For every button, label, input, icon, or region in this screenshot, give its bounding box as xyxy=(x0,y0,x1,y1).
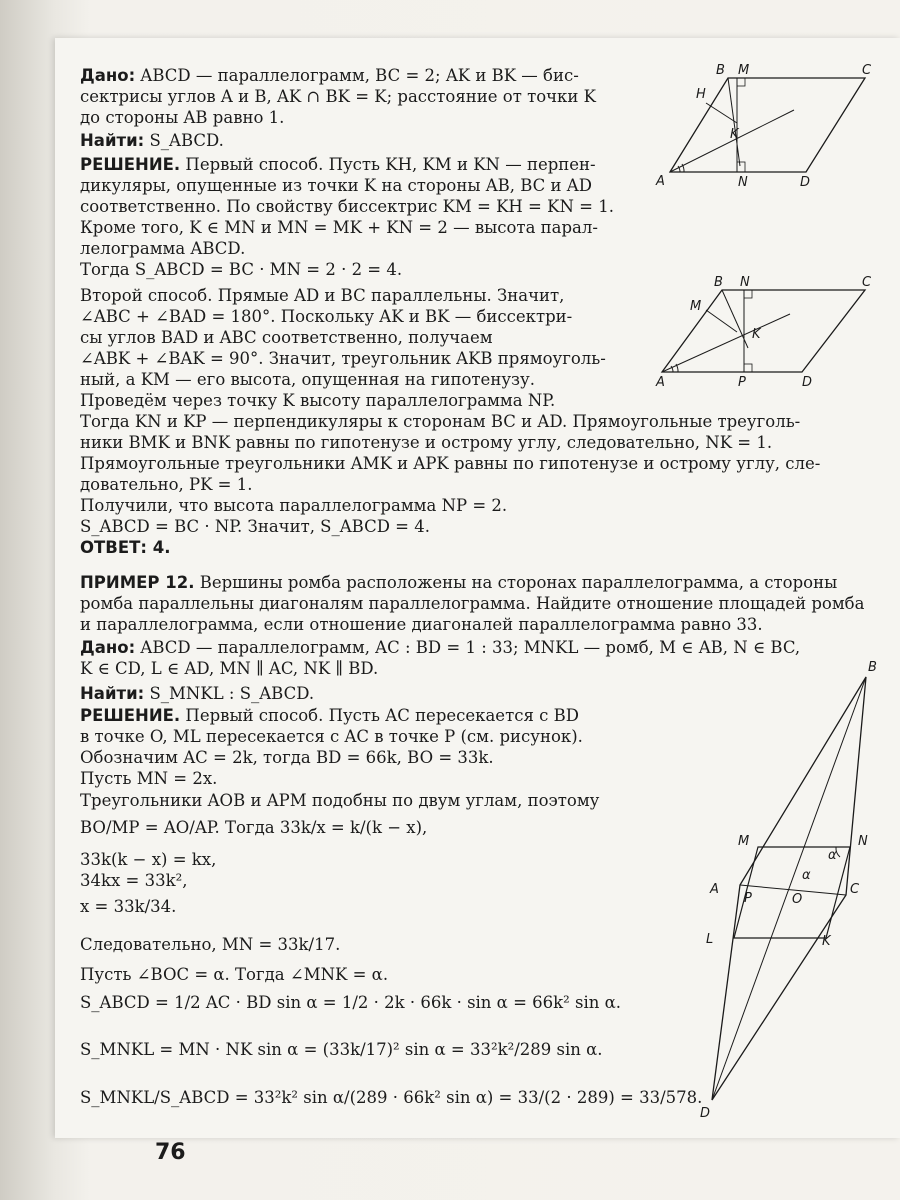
text-line: Прямоугольные треугольники AMK и APK равны по гипотенузе и острому углу, сле- xyxy=(80,454,821,473)
fig3-label-M: M xyxy=(738,834,750,849)
fig1-label-A: A xyxy=(656,174,665,188)
text-line: K ∈ CD, L ∈ AD, MN ∥ AC, NK ∥ BD. xyxy=(80,659,379,678)
text-line: ∠ABK + ∠BAK = 90°. Значит, треугольник AKB прямоуголь- xyxy=(80,349,606,368)
text-line: S_MNKL/S_ABCD = 33²k² sin α/(289 · 66k² sin α) = 33/(2 · 289) = 33/578. xyxy=(80,1088,703,1107)
text-line: Второй способ. Прямые AD и BC параллельны. Значит, xyxy=(80,286,565,305)
fig2-label-B: B xyxy=(714,275,723,290)
fig1-label-N: N xyxy=(738,175,748,188)
fig2-label-N: N xyxy=(740,275,750,290)
text-line: Дано: ABCD — параллелограмм, AC : BD = 1 : 33; MNKL — ромб, M ∈ AB, N ∈ BC, xyxy=(80,638,801,657)
text-line: ПРИМЕР 12. Вершины ромба расположены на сторонах параллелограмма, а стороны xyxy=(80,573,838,592)
fig2-label-K: K xyxy=(752,327,761,342)
text-line: ∠ABC + ∠BAD = 180°. Поскольку AK и BK — биссектри- xyxy=(80,307,573,326)
text-line: Найти: S_ABCD. xyxy=(80,131,224,150)
fig2-label-P: P xyxy=(738,375,746,390)
text-line: РЕШЕНИЕ. Первый способ. Пусть KH, KM и KN — перпен- xyxy=(80,155,596,174)
fig3-label-L: L xyxy=(706,932,714,947)
fig3-label-A: A xyxy=(710,882,719,897)
fig3-alpha-2: α xyxy=(802,868,811,883)
text-line: Обозначим AC = 2k, тогда BD = 66k, BO = 33k. xyxy=(80,748,494,767)
text-line: довательно, PK = 1. xyxy=(80,475,253,494)
figure-parallelogram-2 xyxy=(640,268,880,392)
text-line: ники BMK и BNK равны по гипотенузе и острому углу, следовательно, NK = 1. xyxy=(80,433,773,452)
text-line: x = 33k/34. xyxy=(80,897,177,916)
fig3-label-B: B xyxy=(868,660,877,675)
text-line: лелограмма ABCD. xyxy=(80,239,246,258)
text-line: Кроме того, K ∈ MN и MN = MK + KN = 2 — высота парал- xyxy=(80,218,598,237)
text-line: S_MNKL = MN · NK sin α = (33k/17)² sin α = 33²k²/289 sin α. xyxy=(80,1040,603,1059)
text-line: Тогда S_ABCD = BC · MN = 2 · 2 = 4. xyxy=(80,260,403,279)
page-number: 76 xyxy=(155,1140,186,1165)
text-line: Проведём через точку K высоту параллелограмма NP. xyxy=(80,391,556,410)
text-line: S_ABCD = 1/2 AC · BD sin α = 1/2 · 2k · 66k · sin α = 66k² sin α. xyxy=(80,993,621,1012)
fig2-label-C: C xyxy=(862,275,872,290)
text-line: дикуляры, опущенные из точки K на стороны AB, BC и AD xyxy=(80,176,592,195)
fig1-label-B: B xyxy=(716,63,725,78)
text-line: до стороны AB равно 1. xyxy=(80,108,285,127)
fig2-label-M: M xyxy=(690,299,702,314)
fig1-label-C: C xyxy=(862,63,872,78)
fig3-label-C: C xyxy=(850,882,860,897)
fig2-label-D: D xyxy=(802,375,813,390)
text-line: Дано: ABCD — параллелограмм, BC = 2; AK и BK — бис- xyxy=(80,66,579,85)
fig3-label-K: K xyxy=(822,934,831,949)
text-line: S_ABCD = BC · NP. Значит, S_ABCD = 4. xyxy=(80,517,430,536)
text-line: Пусть MN = 2x. xyxy=(80,769,218,788)
text-line: Треугольники AOB и APM подобны по двум углам, поэтому xyxy=(80,791,600,810)
fig1-label-K: K xyxy=(730,127,739,142)
fig2-label-A: A xyxy=(656,375,665,390)
text-line: сы углов BAD и ABC соответственно, получаем xyxy=(80,328,493,347)
text-line: сектрисы углов A и B, AK ∩ BK = K; расстояние от точки K xyxy=(80,87,596,106)
text-line: Пусть ∠BOC = α. Тогда ∠MNK = α. xyxy=(80,965,389,984)
text-line: РЕШЕНИЕ. Первый способ. Пусть AC пересекается с BD xyxy=(80,706,579,725)
fig1-label-D: D xyxy=(800,175,811,188)
text-line: в точке O, ML пересекается с AC в точке P (см. рисунок). xyxy=(80,727,583,746)
text-line: Найти: S_MNKL : S_ABCD. xyxy=(80,684,315,703)
figure-parallelogram-1 xyxy=(640,58,880,188)
text-line: ОТВЕТ: 4. xyxy=(80,538,171,557)
fig3-label-D: D xyxy=(700,1106,711,1121)
text-line: и параллелограмма, если отношение диагоналей параллелограмма равно 33. xyxy=(80,615,763,634)
fig3-label-N: N xyxy=(858,834,868,849)
fig3-label-O: O xyxy=(792,892,803,907)
figure-rhombus-in-parallelogram xyxy=(690,655,890,1125)
fig3-label-P: P xyxy=(744,891,752,906)
fig1-label-M: M xyxy=(738,63,750,78)
text-line: Следовательно, MN = 33k/17. xyxy=(80,935,341,954)
text-line: ный, а KM — его высота, опущенная на гипотенузу. xyxy=(80,370,535,389)
text-line: 33k(k − x) = kx, xyxy=(80,850,217,869)
fig3-alpha-1: α xyxy=(828,848,837,863)
text-line: Тогда KN и KP — перпендикуляры к сторонам BC и AD. Прямоугольные треуголь- xyxy=(80,412,801,431)
text-line: BO/MP = AO/AP. Тогда 33k/x = k/(k − x), xyxy=(80,818,428,837)
text-line: 34kx = 33k², xyxy=(80,871,188,890)
fig1-label-H: H xyxy=(696,87,706,102)
text-line: ромба параллельны диагоналям параллелограмма. Найдите отношение площадей ромба xyxy=(80,594,865,613)
text-line: Получили, что высота параллелограмма NP = 2. xyxy=(80,496,508,515)
text-line: соответственно. По свойству биссектрис KM = KH = KN = 1. xyxy=(80,197,614,216)
